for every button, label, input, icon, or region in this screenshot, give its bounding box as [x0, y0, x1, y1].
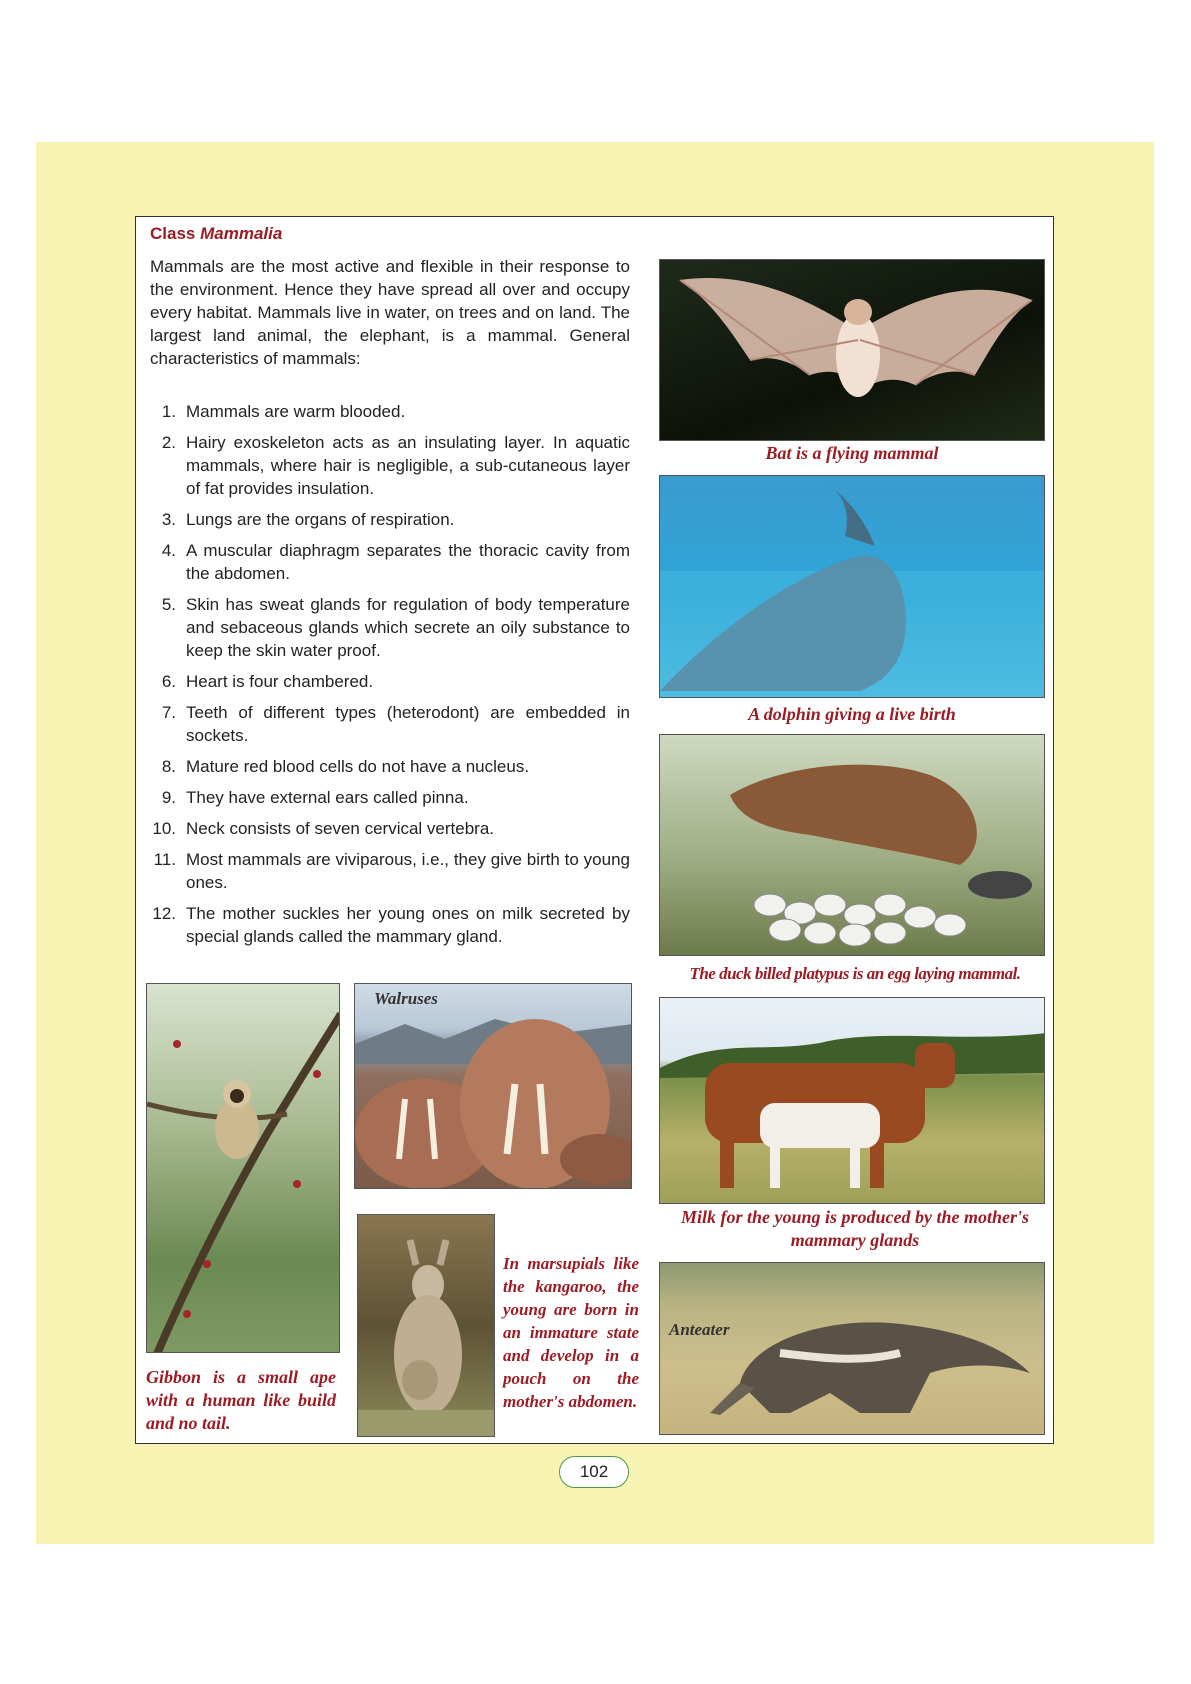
- list-item: 6. Heart is four chambered.: [161, 672, 374, 691]
- dolphin-illustration: [660, 476, 1045, 698]
- kangaroo-illustration: [358, 1215, 495, 1437]
- platypus-caption: The duck billed platypus is an egg laying mammal.: [689, 964, 1021, 983]
- walrus-photo-label: Walruses: [374, 989, 438, 1008]
- section-heading: [150, 224, 282, 244]
- cow-illustration: [660, 998, 1045, 1204]
- cow-caption: Milk for the young is produced by the mother's mammary glands: [680, 1207, 1030, 1250]
- list-item: 1. Mammals are warm blooded.: [161, 402, 406, 421]
- platypus-illustration: [660, 735, 1045, 956]
- bat-caption: Bat is a flying mammal: [765, 443, 939, 463]
- list-item: 9. They have external ears called pinna.: [161, 788, 469, 807]
- anteater-photo-label: Anteater: [669, 1320, 730, 1339]
- heading-class-name: Mammalia: [200, 224, 283, 243]
- intro-paragraph: Mammals are the most active and flexible in their response to the environment. Hence they have spread all over and occupy every habitat. Mammals live in water, on trees and on land. The largest land animal, the elephant, is a mammal. General characteristics of mammals:: [150, 257, 630, 368]
- list-item: 2. Hairy exoskeleton acts as an insulating layer. In aquatic mammals, where hair is negligible, a sub-cutaneous layer of fat provides insulation.: [161, 433, 630, 498]
- anteater-illustration: [660, 1263, 1045, 1435]
- gibbon-photo: [146, 983, 340, 1353]
- list-item: 3. Lungs are the organs of respiration.: [161, 510, 455, 529]
- bat-illustration: [660, 260, 1045, 441]
- list-item: 4. A muscular diaphragm separates the thoracic cavity from the abdomen.: [161, 541, 630, 583]
- gibbon-caption: Gibbon is a small ape with a human like build and no tail.: [146, 1367, 336, 1433]
- platypus-photo: [659, 734, 1045, 956]
- kangaroo-photo: [357, 1214, 495, 1437]
- walrus-photo: [354, 983, 632, 1189]
- list-item: 8. Mature red blood cells do not have a nucleus.: [161, 757, 530, 776]
- gibbon-illustration: [147, 984, 340, 1353]
- list-item: 7. Teeth of different types (heterodont) are embedded in sockets.: [161, 703, 630, 745]
- kangaroo-caption: In marsupials like the kangaroo, the young are born in an immature state and develop in a pouch on the mother's abdomen.: [503, 1254, 639, 1411]
- walrus-illustration: [355, 984, 632, 1189]
- dolphin-photo: [659, 475, 1045, 698]
- page-number: 102: [559, 1456, 629, 1488]
- dolphin-caption: A dolphin giving a live birth: [748, 704, 956, 724]
- anteater-photo: [659, 1262, 1045, 1435]
- list-item: 10. Neck consists of seven cervical vertebra.: [152, 819, 495, 838]
- characteristics-list: [130, 400, 630, 948]
- list-item: 11. Most mammals are viviparous, i.e., they give birth to young ones.: [153, 850, 630, 892]
- heading-prefix: Class: [150, 224, 196, 243]
- list-item: 5. Skin has sweat glands for regulation of body temperature and sebaceous glands which secrete an oily substance to keep the skin water proof.: [161, 595, 630, 660]
- bat-photo: [659, 259, 1045, 441]
- cow-photo: [659, 997, 1045, 1204]
- list-item: 12. The mother suckles her young ones on milk secreted by special glands called the mammary gland.: [152, 904, 630, 946]
